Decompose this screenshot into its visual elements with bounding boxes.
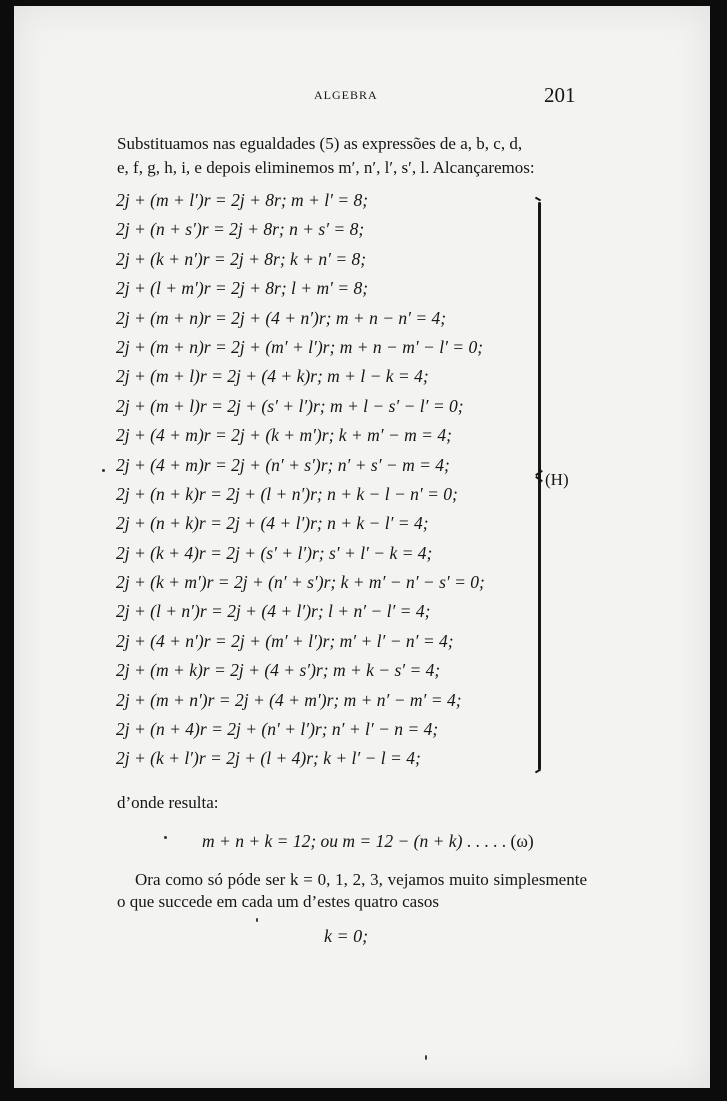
system-brace [538, 202, 541, 770]
equation-line: 2j + (k + l′)r = 2j + (l + 4)r; k + l′ − l = 4; [116, 748, 421, 769]
print-speck [425, 1055, 427, 1060]
equation-line: 2j + (n + k)r = 2j + (4 + l′)r; n + k − l′ = 4; [116, 513, 429, 534]
intro-line-1: Substituamos nas egualdades (5) as expressões de a, b, c, d, [117, 134, 523, 153]
equation-line: 2j + (m + l)r = 2j + (s′ + l′)r; m + l − s′ − l′ = 0; [116, 395, 464, 416]
book-page [14, 6, 710, 1088]
equation-line: 2j + (m + l)r = 2j + (4 + k)r; m + l − k = 4; [116, 366, 429, 387]
equation-tag: (ω) [510, 831, 534, 851]
body-paragraph: Ora como só póde ser k = 0, 1, 2, 3, vejamos muito simplesmente o que succede em cada um d’estes quatro casos [117, 870, 587, 911]
omega-equation [202, 831, 534, 852]
equation-line: 2j + (4 + m)r = 2j + (n′ + s′)r; n′ + s′ − m = 4; [116, 454, 450, 475]
case-equation: k = 0; [324, 926, 369, 946]
running-title: ALGEBRA [314, 88, 378, 102]
equation-line: 2j + (n + 4)r = 2j + (n′ + l′)r; n′ + l′ − n = 4; [116, 719, 439, 740]
page-number: 201 [544, 83, 576, 107]
equation-line: 2j + (k + n′)r = 2j + 8r; k + n′ = 8; [116, 248, 367, 269]
equation-line: 2j + (m + n)r = 2j + (4 + n′)r; m + n − n′ = 4; [116, 307, 447, 328]
omega-expression: m + n + k = 12; ou m = 12 − (n + k) [202, 831, 463, 851]
equation-line: 2j + (m + n)r = 2j + (m′ + l′)r; m + n − m′ − l′ = 0; [116, 336, 484, 357]
equation-line: 2j + (n + k)r = 2j + (l + n′)r; n + k − l − n′ = 0; [116, 483, 458, 504]
intro-paragraph [117, 132, 587, 180]
equation-line: 2j + (n + s′)r = 2j + 8r; n + s′ = 8; [116, 219, 365, 240]
equation-line: 2j + (m + n′)r = 2j + (4 + m′)r; m + n′ − m′ = 4; [116, 689, 462, 710]
print-speck [256, 918, 258, 922]
equation-line: 2j + (m + l′)r = 2j + 8r; m + l′ = 8; [116, 190, 369, 210]
print-speck [164, 836, 167, 839]
equation-line: 2j + (m + k)r = 2j + (4 + s′)r; m + k − s′ = 4; [116, 660, 441, 681]
print-speck [102, 469, 105, 472]
equation-system [116, 186, 556, 774]
equation-line: 2j + (l + n′)r = 2j + (4 + l′)r; l + n′ − l′ = 4; [116, 601, 431, 622]
intro-line-2: e, f, g, h, i, e depois eliminemos m′, n′, l′, s′, l. Alcançaremos: [117, 158, 535, 177]
equation-line: 2j + (k + m′)r = 2j + (n′ + s′)r; k + m′ − n′ − s′ = 0; [116, 572, 485, 593]
equation-line: 2j + (k + 4)r = 2j + (s′ + l′)r; s′ + l′ − k = 4; [116, 542, 433, 563]
equation-line: 2j + (4 + m)r = 2j + (k + m′)r; k + m′ − m = 4; [116, 425, 452, 446]
equation-line: 2j + (4 + n′)r = 2j + (m′ + l′)r; m′ + l′ − n′ = 4; [116, 630, 454, 651]
leader-dots: . . . . . [462, 831, 511, 851]
system-label: (H) [545, 470, 569, 489]
result-intro: d’onde resulta: [117, 793, 219, 812]
equation-line: 2j + (l + m′)r = 2j + 8r; l + m′ = 8; [116, 278, 369, 299]
